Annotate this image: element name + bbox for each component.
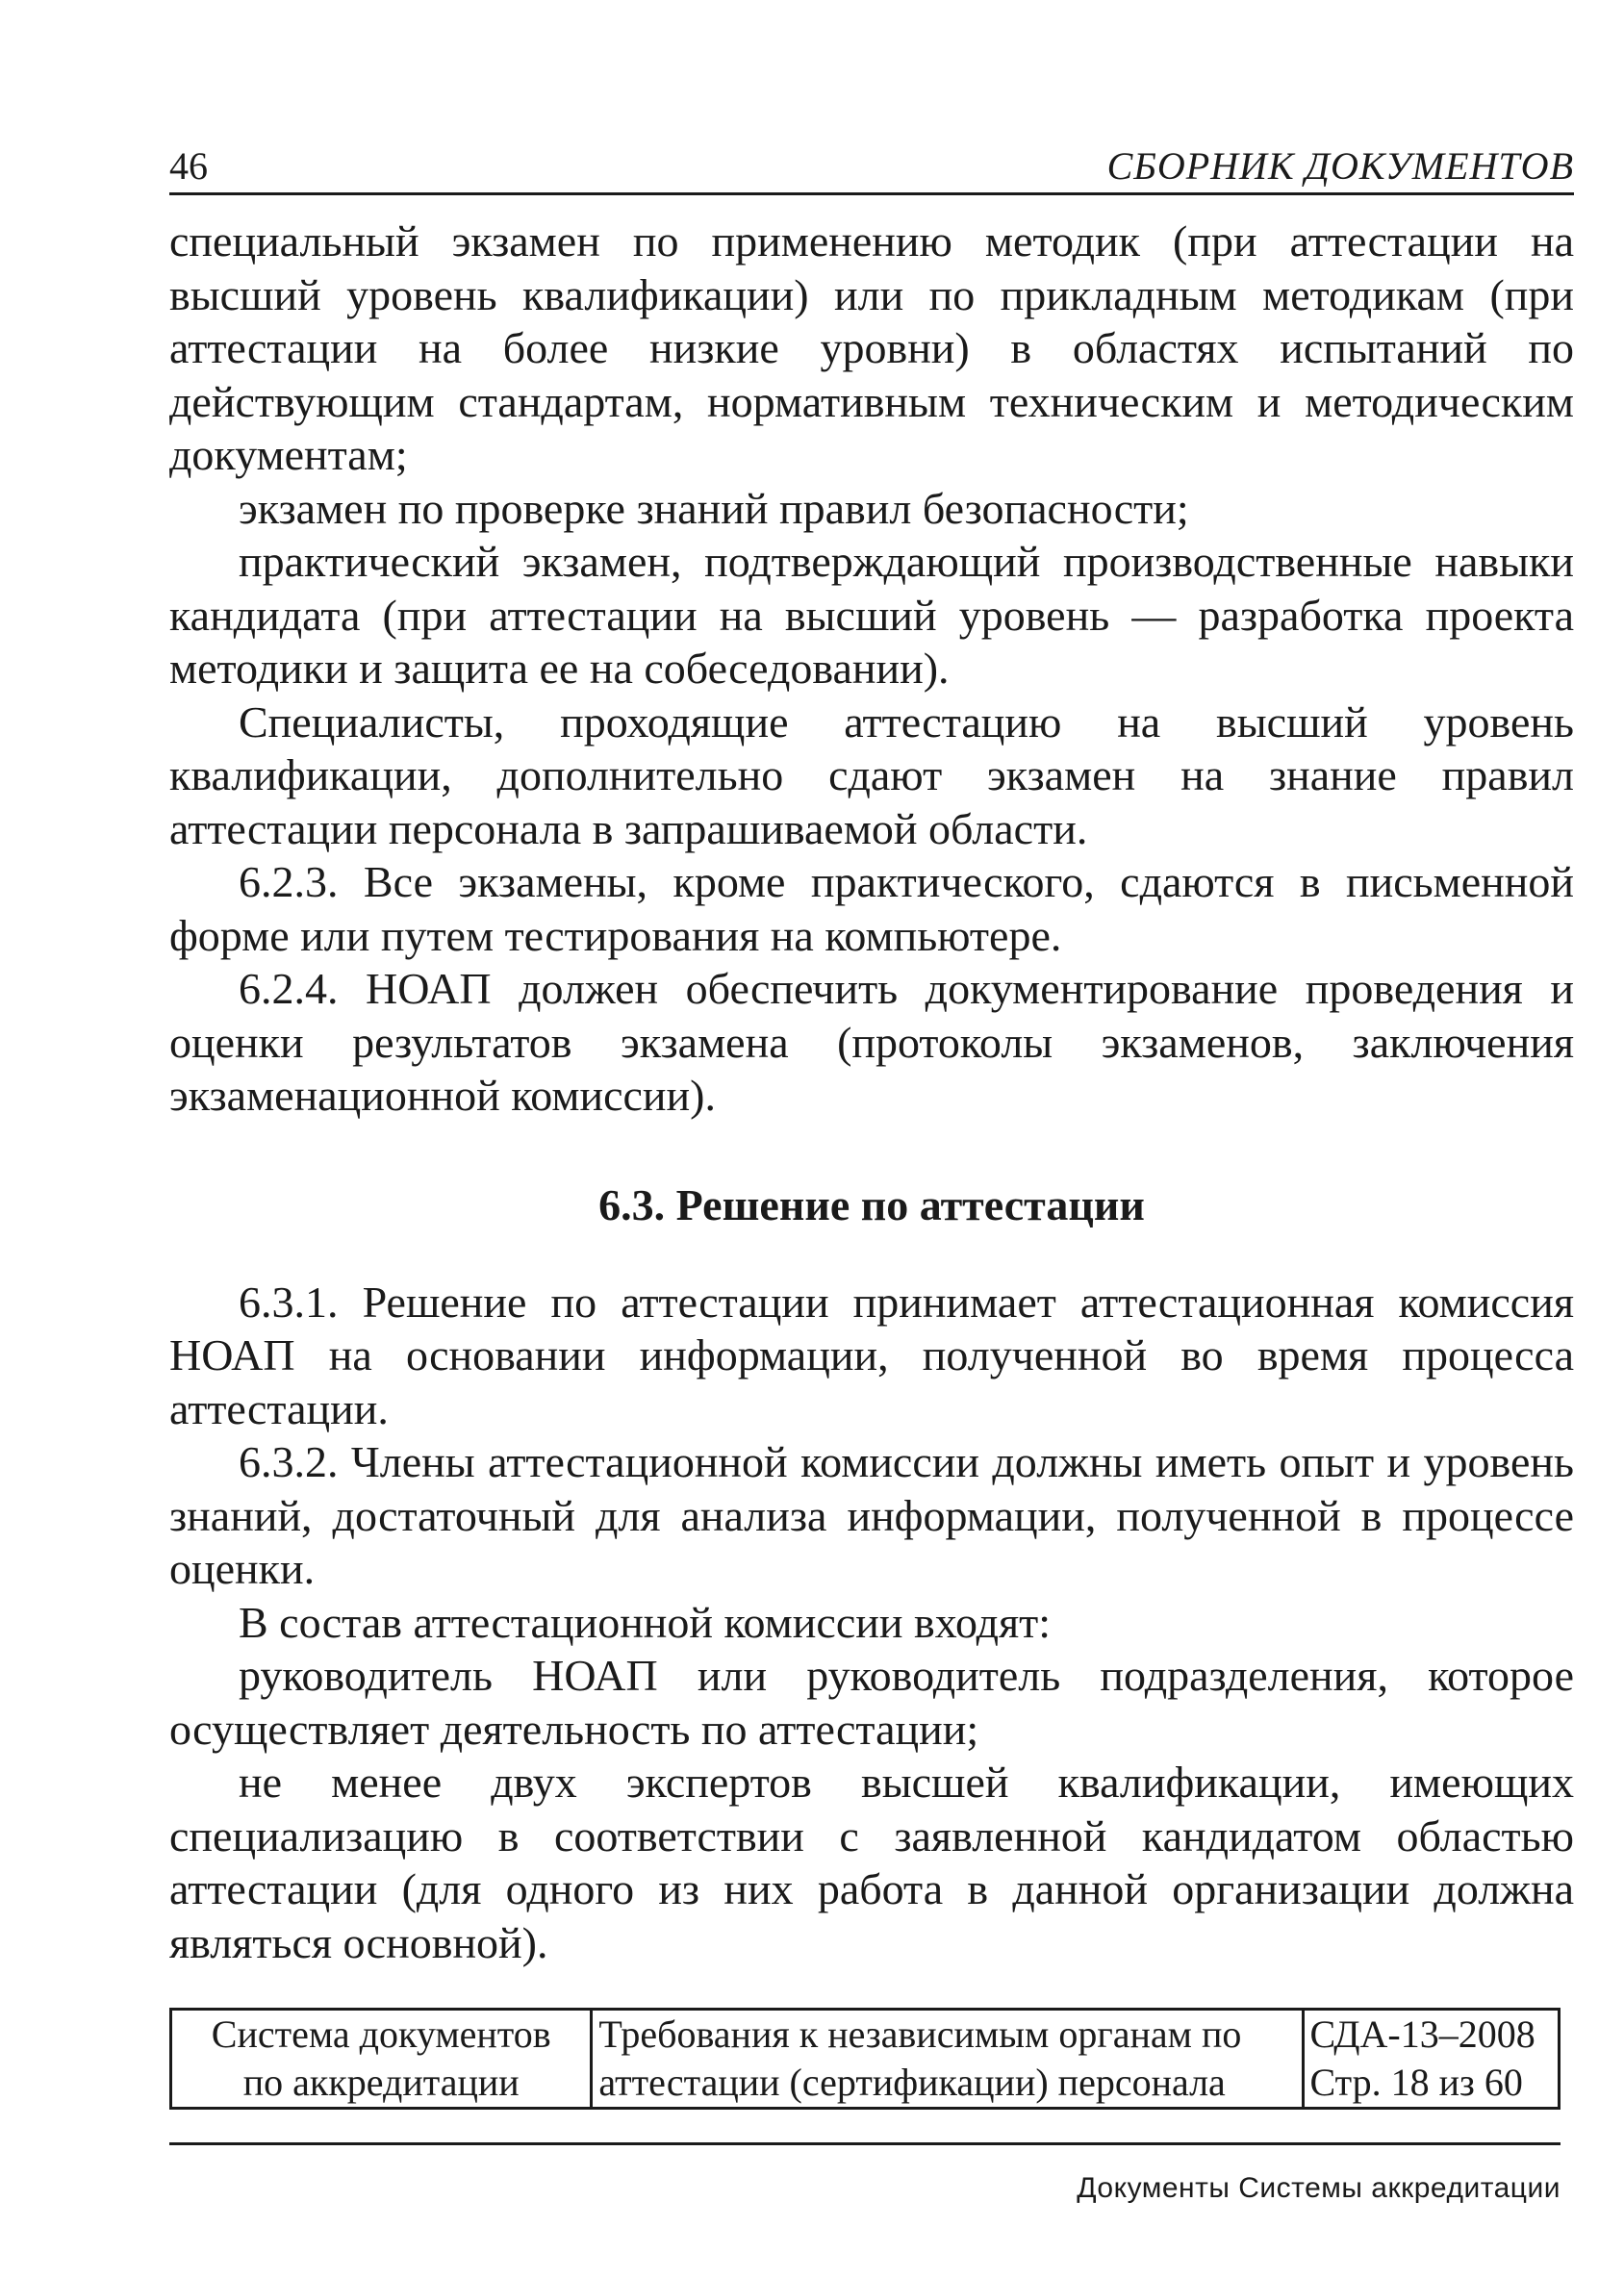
document-info-table [169,2008,1561,2110]
paragraph: руководитель НОАП или руководитель подразделения, которое осуществляет деятельность по аттестации; [169,1651,1574,1754]
body-text [169,215,1574,1969]
paragraph: Специалисты, проходящие аттестацию на высший уровень квалификации, дополнительно сдают экзамен на знание правил аттестации персонала в запрашиваемой области. [169,696,1574,853]
page-number: 46 [169,144,208,188]
document-system-cell [171,2010,592,2109]
running-title: СБОРНИК ДОКУМЕНТОВ [1106,144,1574,188]
footer-rule [169,2142,1561,2145]
paragraph: экзамен по проверке знаний правил безопасности; [239,483,1189,533]
table-cell-line: Стр. 18 из 60 [1309,2061,1523,2104]
running-header [169,135,1574,195]
table-cell-line: по аккредитации [242,2061,520,2104]
paragraph: не менее двух экспертов высшей квалификации, имеющих специализацию в соответствии с заявленной кандидатом областью аттестации (для одного из них работа в данной организации должна являться основной). [169,1758,1574,1967]
paragraph: специальный экзамен по применению методик (при аттестации на высший уровень квалификации) или по прикладным методикам (при аттестации на более низкие уровни) в областях испытаний по действующим стандартам, нормативным техническим и методическим документам; [169,216,1574,479]
paragraph: 6.3.1. Решение по аттестации принимает аттестационная комиссия НОАП на основании информации, полученной во время процесса аттестации. [169,1277,1574,1433]
paragraph: В состав аттестационной комиссии входят: [239,1597,1052,1647]
table-cell-line: аттестации (сертификации) персонала [598,2061,1226,2104]
document-code-cell [1303,2010,1559,2109]
document-page [169,135,1574,2205]
paragraph: 6.2.4. НОАП должен обеспечить документирование проведения и оценки результатов экзамена (протоколы экзаменов, заключения экзаменационной комиссии). [169,964,1574,1120]
paragraph: 6.2.3. Все экзамены, кроме практического, сдаются в письменной форме или путем тестирования на компьютере. [169,857,1574,960]
document-title-cell [592,2010,1303,2109]
table-cell-line: Требования к независимым органам по [598,2012,1242,2056]
paragraph: практический экзамен, подтверждающий производственные навыки кандидата (при аттестации на высший уровень — разработка проекта методики и защита ее на собеседовании). [169,537,1574,693]
paragraph: 6.3.2. Члены аттестационной комиссии должны иметь опыт и уровень знаний, достаточный для анализа информации, полученной в процессе оценки. [169,1437,1574,1593]
table-row [171,2010,1560,2109]
table-cell-line: Система документов [211,2012,551,2056]
table-cell-line: СДА-13–2008 [1309,2012,1535,2056]
section-heading: 6.3. Решение по аттестации [598,1179,1145,1229]
footer-caption: Документы Системы аккредитации [1077,2172,1561,2204]
